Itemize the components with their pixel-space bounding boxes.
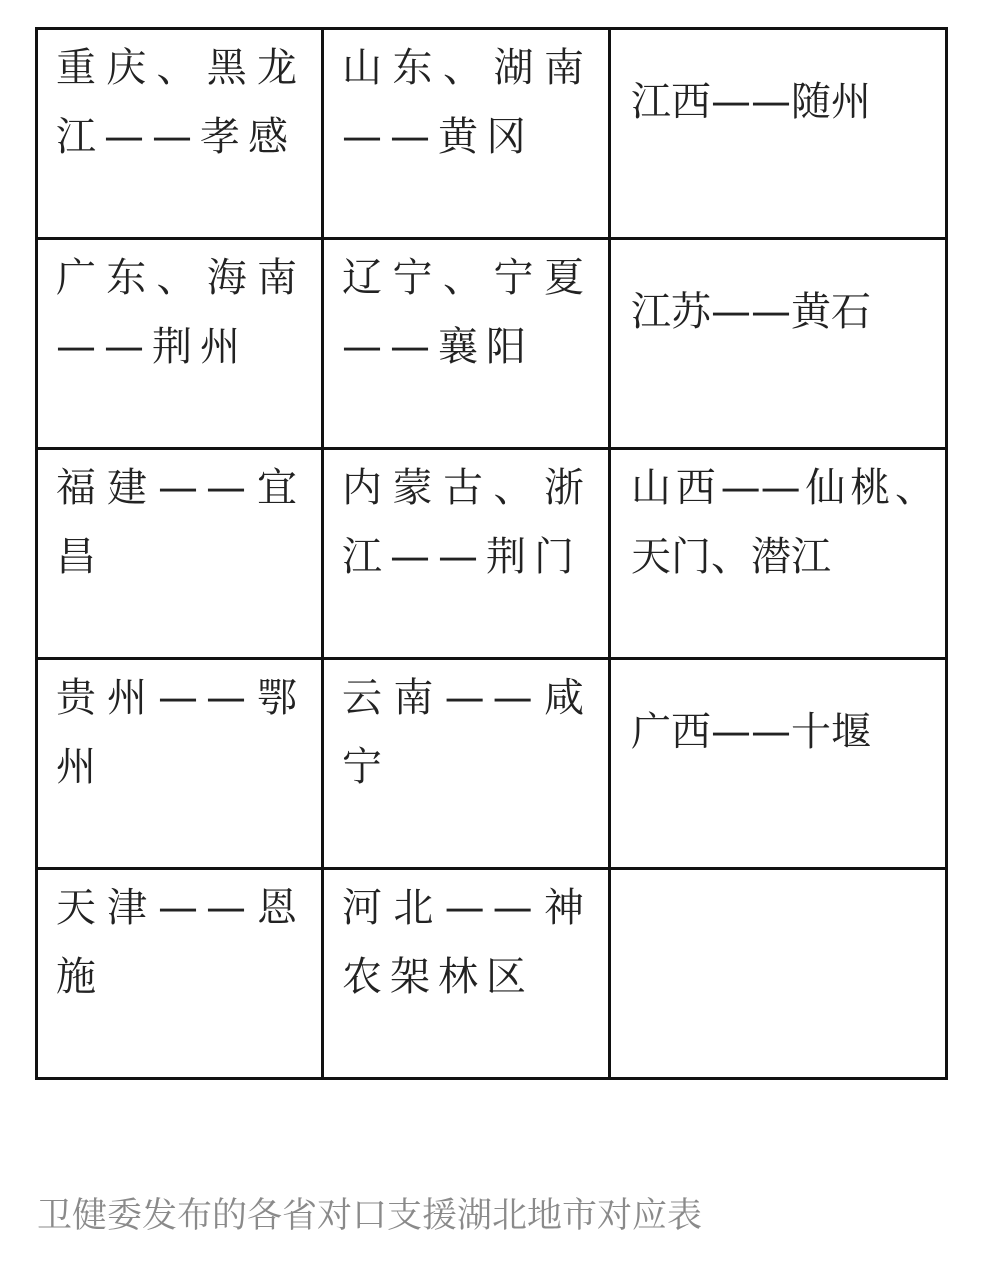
cell-text: 辽宁、宁夏——襄阳 (342, 255, 592, 370)
cell-text: 江苏——黄石 (631, 289, 871, 335)
table-cell (37, 29, 323, 239)
cell-text: 内蒙古、浙江——荆门 (342, 465, 592, 580)
cell-text: 天津——恩施 (56, 885, 305, 1000)
table-cell (37, 239, 323, 449)
cell-text: 贵州——鄂州 (56, 675, 305, 790)
table-row (37, 29, 947, 239)
image-caption: 卫健委发布的各省对口支援湖北地市对应表 (37, 1196, 703, 1236)
cell-text: 云南——咸宁 (342, 675, 592, 790)
table-cell (610, 659, 947, 869)
cell-text: 江西——随州 (631, 79, 871, 125)
table-cell (37, 449, 323, 659)
cell-text: 福建——宜昌 (56, 465, 305, 580)
table-cell (610, 239, 947, 449)
table-cell (323, 659, 610, 869)
table-cell (610, 449, 947, 659)
table-row (37, 869, 947, 1079)
province-city-support-table (35, 27, 948, 1080)
table-cell (610, 869, 947, 1079)
table-cell (323, 239, 610, 449)
cell-text: 广西——十堰 (631, 709, 871, 755)
table-row (37, 659, 947, 869)
table-cell (610, 29, 947, 239)
cell-text: 山西——仙桃、天门、潜江 (631, 465, 935, 580)
table-cell (37, 659, 323, 869)
cell-text: 重庆、黑龙江——孝感 (56, 45, 305, 160)
table-row (37, 239, 947, 449)
cell-text: 广东、海南——荆州 (56, 255, 305, 370)
cell-text: 山东、湖南——黄冈 (342, 45, 592, 160)
cell-text (611, 870, 945, 908)
table-cell (323, 29, 610, 239)
cell-text: 河北——神农架林区 (342, 885, 592, 1000)
table-row (37, 449, 947, 659)
table-cell (323, 869, 610, 1079)
table-cell (323, 449, 610, 659)
table-cell (37, 869, 323, 1079)
